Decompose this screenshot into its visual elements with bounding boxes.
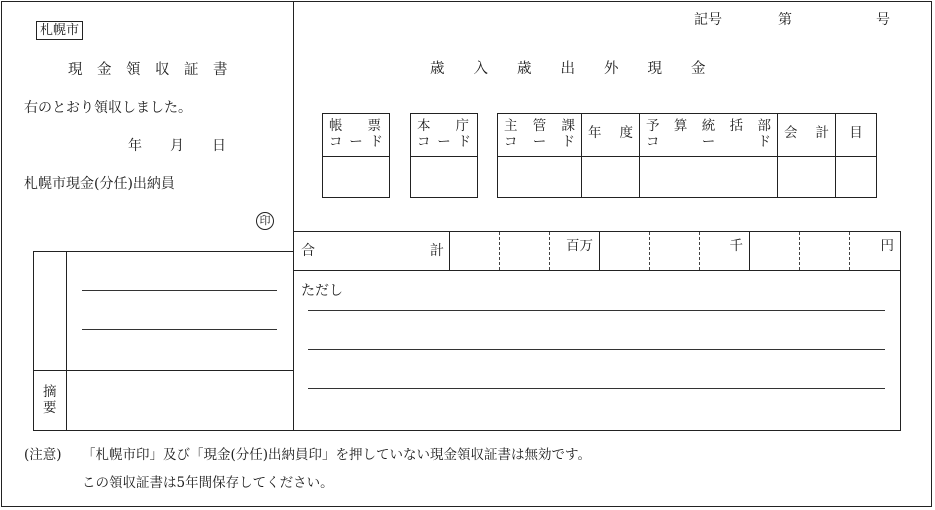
header-char: コ	[646, 134, 660, 150]
header-char: 庁	[455, 118, 469, 134]
header-char: 予	[646, 118, 660, 134]
total-row-bottom	[293, 270, 901, 271]
ledger-code-box[interactable]	[322, 113, 390, 198]
header-char: 目	[849, 125, 863, 141]
cashier-label: 札幌市現金(分任)出納員	[24, 176, 175, 192]
unit-yen: 円	[880, 238, 894, 254]
digit-cell[interactable]	[850, 232, 900, 270]
digit-cell[interactable]	[800, 232, 850, 270]
bottom-box-line	[33, 430, 901, 431]
header-char: 管	[532, 118, 547, 134]
budget-code-box	[497, 113, 877, 198]
dept-code-header	[498, 114, 581, 157]
digit-cell[interactable]	[700, 232, 750, 270]
seal-icon: 印	[256, 212, 274, 230]
city-stamp-label: 札幌市	[36, 21, 83, 40]
fiscal-year-cell[interactable]	[582, 114, 640, 197]
header-char: ー	[701, 134, 716, 150]
header-char: 本	[417, 118, 431, 134]
account-header	[778, 114, 835, 157]
header-char: ー	[349, 134, 363, 150]
record-number[interactable]: 記号 第 号	[694, 12, 890, 28]
header-char: 括	[729, 118, 744, 134]
header-char: ー	[437, 134, 451, 150]
budget-division-header	[640, 114, 777, 157]
item-cell[interactable]	[836, 114, 876, 197]
header-char: コ	[417, 134, 431, 150]
digit-cell[interactable]	[500, 232, 550, 270]
summary-label: 摘 要	[43, 384, 57, 416]
receipt-statement: 右のとおり領収しました。	[24, 100, 192, 116]
section-heading: 歳 入 歳 出 外 現 金	[430, 61, 706, 77]
header-char: ー	[532, 134, 547, 150]
digit-cell[interactable]	[650, 232, 700, 270]
ledger-code-header	[323, 114, 389, 157]
header-char: 年	[588, 125, 602, 141]
proviso-line-2[interactable]	[308, 349, 885, 350]
office-code-box[interactable]	[410, 113, 478, 198]
office-code-header	[411, 114, 477, 157]
summary-field[interactable]	[67, 371, 293, 430]
header-char: 統	[701, 118, 716, 134]
header-char: 帳	[329, 118, 343, 134]
receipt-title: 現 金 領 収 証 書	[68, 62, 228, 78]
signature-line-1[interactable]	[82, 290, 277, 291]
proviso-line-3[interactable]	[308, 388, 885, 389]
digit-cell[interactable]	[600, 232, 650, 270]
note-line-1: 「札幌市印」及び「現金(分任)出納員印」を押していない現金領収証書は無効です。	[82, 447, 591, 463]
header-char: 算	[673, 118, 688, 134]
account-cell[interactable]	[778, 114, 836, 197]
unit-thousand: 千	[729, 238, 743, 254]
header-char: ド	[757, 134, 771, 150]
dept-code-cell[interactable]	[498, 114, 582, 197]
header-char: 度	[619, 125, 633, 141]
header-char: 部	[757, 118, 771, 134]
header-char: 主	[504, 118, 518, 134]
header-char: ド	[369, 134, 383, 150]
header-char: 票	[367, 118, 381, 134]
header-char: 計	[815, 125, 829, 141]
proviso-line-1[interactable]	[308, 310, 885, 311]
date-field[interactable]: 年 月 日	[128, 138, 226, 154]
total-label-right: 計	[430, 243, 444, 259]
note-label: (注意)	[24, 447, 62, 463]
note-line-2: この領収証書は5年間保存してください。	[82, 475, 334, 491]
header-char: 課	[561, 118, 575, 134]
total-label-left: 合	[301, 243, 315, 259]
budget-division-cell[interactable]	[640, 114, 778, 197]
header-char: コ	[504, 134, 518, 150]
header-char: 会	[784, 125, 798, 141]
unit-million: 百万	[566, 238, 593, 254]
digit-cell[interactable]	[750, 232, 800, 270]
item-header	[836, 114, 876, 157]
amount-digits[interactable]	[450, 232, 900, 270]
proviso-label: ただし	[301, 283, 343, 299]
digit-cell[interactable]	[450, 232, 500, 270]
fiscal-year-header	[582, 114, 639, 157]
header-char: ド	[561, 134, 575, 150]
signature-line-2[interactable]	[82, 329, 277, 330]
header-char: コ	[329, 134, 343, 150]
header-char: ド	[457, 134, 471, 150]
right-box-edge	[900, 231, 901, 431]
digit-cell[interactable]	[550, 232, 600, 270]
